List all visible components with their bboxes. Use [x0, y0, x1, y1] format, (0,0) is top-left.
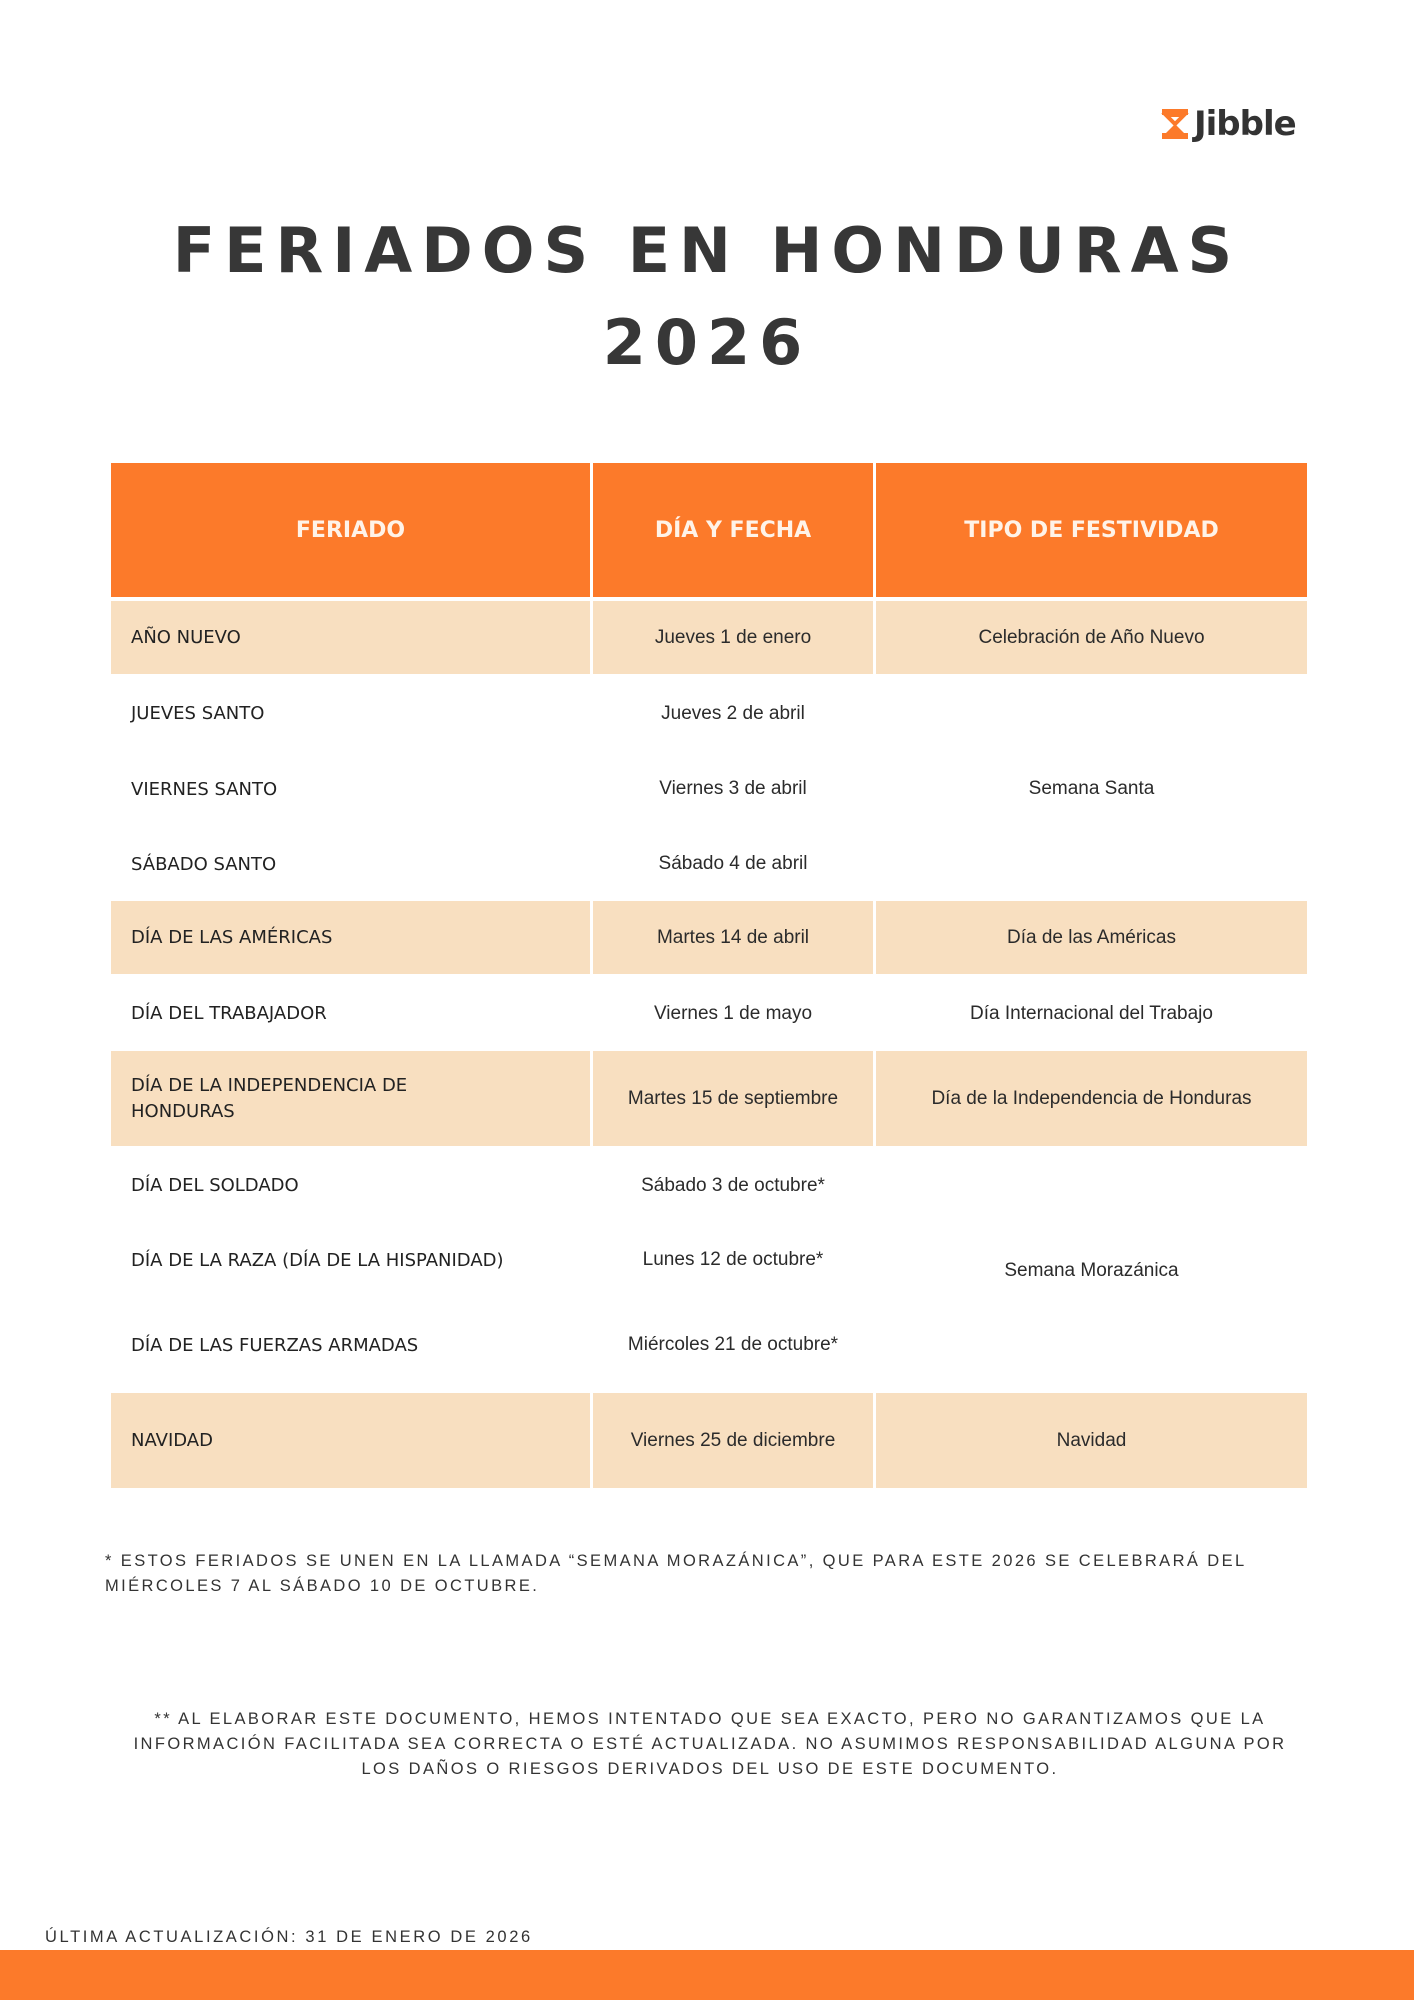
holiday-date: Martes 15 de septiembre: [592, 1051, 875, 1147]
header-dia-fecha: DÍA Y FECHA: [592, 463, 875, 599]
holiday-date: Miércoles 21 de octubre*: [592, 1297, 875, 1393]
title-line-2: 2026: [602, 306, 812, 379]
table-row: [110, 1393, 1309, 1489]
footnote: * ESTOS FERIADOS SE UNEN EN LA LLAMADA “SEMANA MORAZÁNICA”, QUE PARA ESTE 2026 SE CELEBRARÁ DEL MIÉRCOLES 7 AL SÁBADO 10 DE OCTUBRE.: [105, 1552, 1246, 1595]
header-feriado: FERIADO: [110, 463, 592, 599]
title-line-1: FERIADOS EN HONDURAS: [172, 214, 1242, 287]
last-updated: ÚLTIMA ACTUALIZACIÓN: 31 DE ENERO DE 2026: [45, 1928, 533, 1946]
holiday-name: VIERNES SANTO: [110, 751, 592, 827]
holiday-name: DÍA DEL TRABAJADOR: [110, 975, 592, 1051]
table-row: [110, 1147, 1309, 1223]
holiday-name: DÍA DE LA RAZA (DÍA DE LA HISPANIDAD): [110, 1223, 592, 1297]
hourglass-icon: [1160, 107, 1190, 141]
holidays-table: [108, 463, 1310, 1490]
holiday-name: AÑO NUEVO: [110, 599, 592, 675]
holiday-date: Viernes 3 de abril: [592, 751, 875, 827]
holiday-name: NAVIDAD: [110, 1393, 592, 1489]
holiday-name: SÁBADO SANTO: [110, 827, 592, 901]
holiday-date: Martes 14 de abril: [592, 901, 875, 975]
holiday-date: Viernes 1 de mayo: [592, 975, 875, 1051]
holiday-name: DÍA DEL SOLDADO: [110, 1147, 592, 1223]
page-title: [0, 205, 1414, 389]
brand-name: Jibble: [1194, 104, 1296, 144]
holiday-date: Viernes 25 de diciembre: [592, 1393, 875, 1489]
holiday-name: JUEVES SANTO: [110, 675, 592, 751]
table-row: [110, 599, 1309, 675]
holiday-date: Sábado 3 de octubre*: [592, 1147, 875, 1223]
table-row: [110, 1051, 1309, 1147]
holiday-date: Jueves 2 de abril: [592, 675, 875, 751]
holiday-type: Navidad: [875, 1393, 1309, 1489]
table-header: [110, 463, 1309, 599]
holiday-date: Jueves 1 de enero: [592, 599, 875, 675]
table-row: [110, 675, 1309, 751]
holiday-date: Sábado 4 de abril: [592, 827, 875, 901]
holiday-date: Lunes 12 de octubre*: [592, 1223, 875, 1297]
holiday-name: DÍA DE LA INDEPENDENCIA DE HONDURAS: [110, 1051, 592, 1147]
holiday-type: Día de las Américas: [875, 901, 1309, 975]
jibble-logo: [1160, 104, 1296, 144]
footer-bar: [0, 1950, 1414, 2000]
table-row: [110, 975, 1309, 1051]
disclaimer: ** AL ELABORAR ESTE DOCUMENTO, HEMOS INTENTADO QUE SEA EXACTO, PERO NO GARANTIZAMOS QUE LA INFORMACIÓN FACILITADA SEA CORRECTA O ESTÉ ACTUALIZADA. NO ASUMIMOS RESPONSABILIDAD ALGUNA POR LOS DAÑOS O RIESGOS DERIVADOS DEL USO DE ESTE DOCUMENTO.: [133, 1710, 1287, 1778]
holiday-type: Semana Santa: [875, 675, 1309, 901]
holiday-type: Día Internacional del Trabajo: [875, 975, 1309, 1051]
header-tipo: TIPO DE FESTIVIDAD: [875, 463, 1309, 599]
holiday-type: Día de la Independencia de Honduras: [875, 1051, 1309, 1147]
holiday-type: Celebración de Año Nuevo: [875, 599, 1309, 675]
table-row: [110, 901, 1309, 975]
holiday-type: Semana Morazánica: [875, 1147, 1309, 1393]
holiday-name: DÍA DE LAS AMÉRICAS: [110, 901, 592, 975]
holiday-name: DÍA DE LAS FUERZAS ARMADAS: [110, 1297, 592, 1393]
